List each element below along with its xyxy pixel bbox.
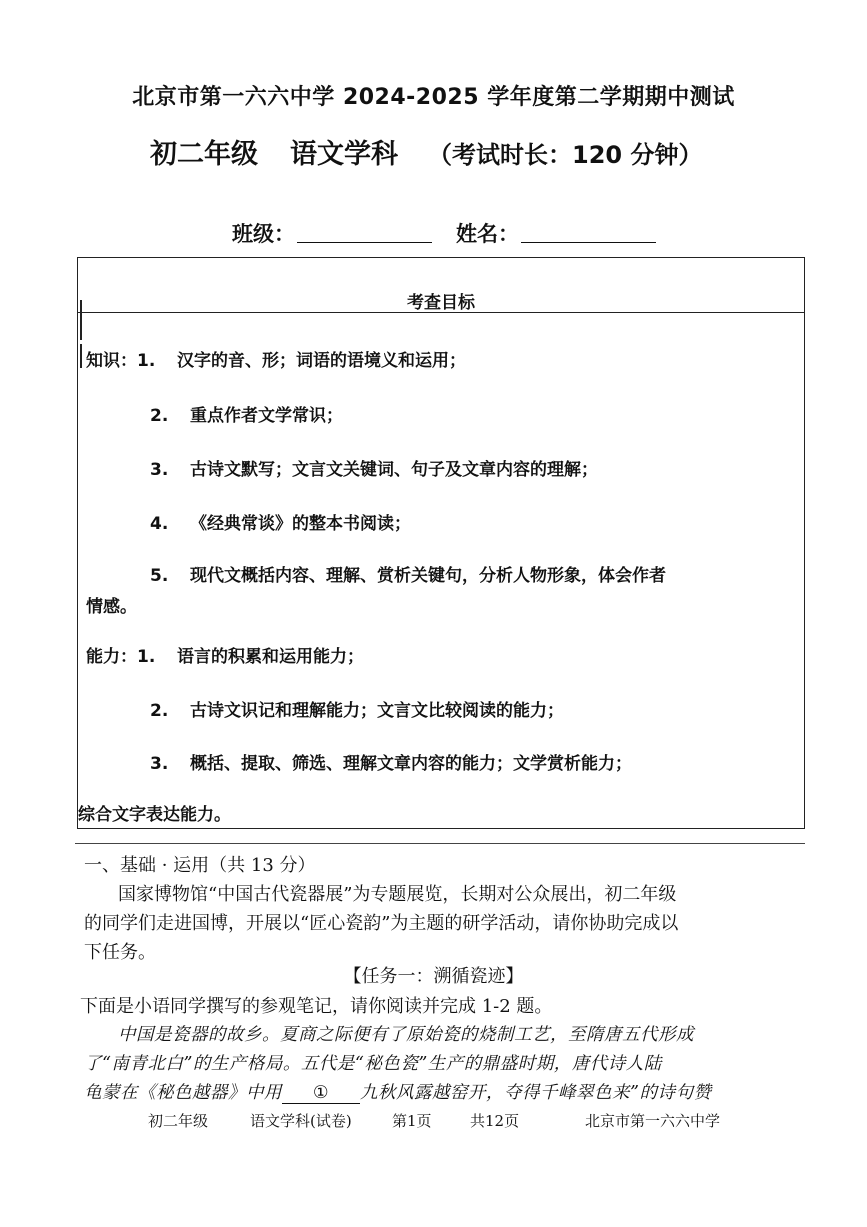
ability-item-2 bbox=[150, 696, 564, 721]
footer-school: 北京市第一六六中学 bbox=[585, 1112, 721, 1130]
exam-duration: （考试时长：120 分钟） bbox=[428, 141, 703, 169]
ability-item-1 bbox=[86, 642, 364, 667]
footer-grade: 初二年级 bbox=[148, 1112, 209, 1130]
student-info-row bbox=[232, 218, 680, 248]
intro-line-3: 下任务。 bbox=[84, 942, 156, 963]
name-blank[interactable] bbox=[521, 222, 656, 243]
objectives-box bbox=[77, 257, 805, 829]
item-number: 4. bbox=[150, 514, 169, 534]
item-number: 3. bbox=[150, 754, 169, 774]
note-text: 九秋风露越窑开，夺得千峰翠色来”的诗句赞 bbox=[360, 1083, 712, 1103]
exam-subtitle bbox=[150, 132, 702, 171]
footer-paper: 语文学科(试卷) bbox=[250, 1112, 352, 1130]
knowledge-item-5-wrap: 情感。 bbox=[86, 597, 137, 617]
item-text: 重点作者文学常识； bbox=[190, 406, 343, 426]
objectives-title: 考查目标 bbox=[407, 293, 475, 313]
name-label: 姓名： bbox=[456, 222, 519, 246]
intro-line-1: 国家博物馆“中国古代瓷器展”为专题展览，长期对公众展出，初二年级 bbox=[118, 884, 677, 905]
section-divider bbox=[75, 843, 805, 844]
subject-label: 语文学科 bbox=[290, 139, 398, 170]
scan-mark bbox=[80, 300, 82, 340]
grade-label: 初二年级 bbox=[150, 139, 258, 170]
answer-blank-1[interactable]: ① bbox=[282, 1083, 360, 1104]
note-line-2: 了“南青北白”的生产格局。五代是“秘色瓷”生产的鼎盛时期，唐代诗人陆 bbox=[84, 1054, 662, 1074]
item-number: 2. bbox=[150, 701, 169, 721]
class-label: 班级： bbox=[232, 222, 295, 246]
footer-page: 第1页 bbox=[392, 1112, 432, 1130]
task-intro: 下面是小语同学撰写的参观笔记，请你阅读并完成 1-2 题。 bbox=[80, 996, 553, 1017]
note-line-1: 中国是瓷器的故乡。夏商之际便有了原始瓷的烧制工艺，至隋唐五代形成 bbox=[118, 1025, 694, 1045]
ability-label: 能力： bbox=[86, 647, 137, 667]
item-number: 2. bbox=[150, 406, 169, 426]
knowledge-item-2 bbox=[150, 401, 343, 426]
item-text: 古诗文默写；文言文关键词、句子及文章内容的理解； bbox=[190, 460, 598, 480]
item-text: 语言的积累和运用能力； bbox=[177, 647, 364, 667]
item-text: 《经典常谈》的整本书阅读； bbox=[190, 514, 411, 534]
ability-item-3 bbox=[150, 749, 632, 774]
knowledge-item-5 bbox=[150, 561, 666, 586]
item-text: 现代文概括内容、理解、赏析关键句，分析人物形象，体会作者 bbox=[190, 566, 666, 586]
task-title: 【任务一：溯循瓷迹】 bbox=[343, 966, 524, 987]
knowledge-item-1 bbox=[86, 346, 466, 371]
knowledge-item-4 bbox=[150, 509, 411, 534]
ability-item-3-wrap: 综合文字表达能力。 bbox=[78, 805, 231, 825]
exam-title: 北京市第一六六中学 2024-2025 学年度第二学期期中测试 bbox=[132, 85, 735, 110]
knowledge-label: 知识： bbox=[86, 351, 137, 371]
item-number: 1. bbox=[137, 351, 156, 371]
item-number: 5. bbox=[150, 566, 169, 586]
intro-line-2: 的同学们走进国博，开展以“匠心瓷韵”为主题的研学活动，请你协助完成以 bbox=[84, 913, 679, 934]
item-number: 1. bbox=[137, 647, 156, 667]
item-number: 3. bbox=[150, 460, 169, 480]
note-text: 龟蒙在《秘色越器》中用 bbox=[84, 1083, 282, 1103]
section-heading: 一、基础 · 运用（共 13 分） bbox=[84, 855, 316, 876]
item-text: 汉字的音、形；词语的语境义和运用； bbox=[177, 351, 466, 371]
knowledge-item-3 bbox=[150, 455, 598, 480]
footer-total: 共12页 bbox=[470, 1112, 520, 1130]
class-blank[interactable] bbox=[297, 222, 432, 243]
scan-mark bbox=[80, 344, 82, 368]
item-text: 古诗文识记和理解能力；文言文比较阅读的能力； bbox=[190, 701, 564, 721]
item-text: 概括、提取、筛选、理解文章内容的能力；文学赏析能力； bbox=[190, 754, 632, 774]
objectives-header bbox=[78, 258, 804, 313]
note-line-3 bbox=[84, 1079, 711, 1104]
